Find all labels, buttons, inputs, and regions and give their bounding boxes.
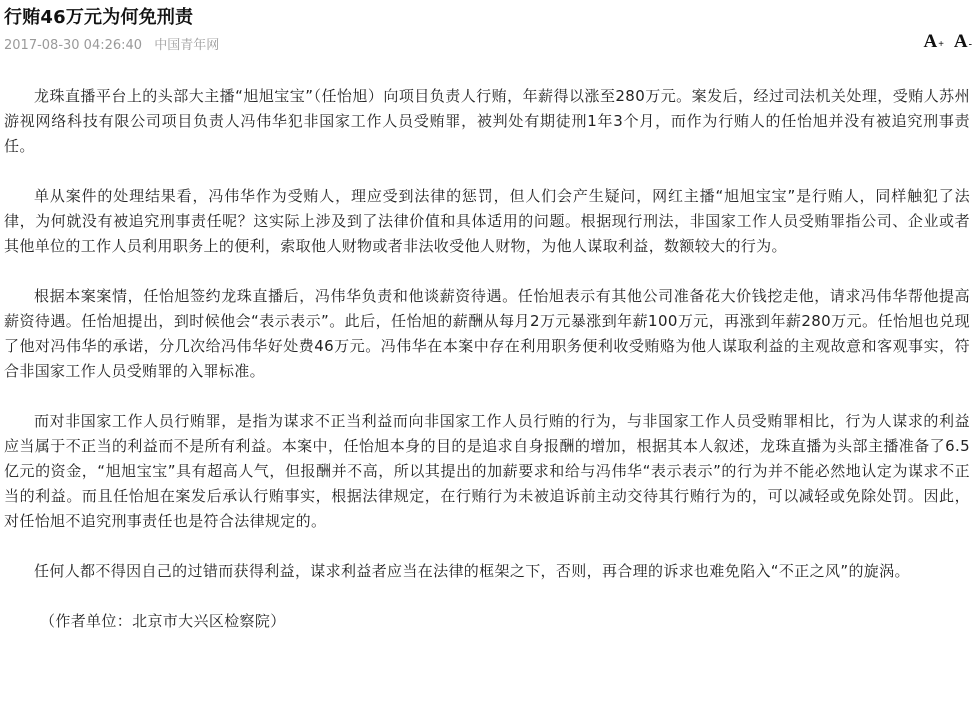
minus-icon: - bbox=[968, 39, 972, 50]
font-decrease-button[interactable] bbox=[954, 32, 972, 55]
article-meta bbox=[4, 37, 976, 55]
article-paragraph: 根据本案案情，任怡旭签约龙珠直播后，冯伟华负责和他谈薪资待遇。任怡旭表示有其他公司准备花大价钱挖走他，请求冯伟华帮他提高薪资待遇。任怡旭提出，到时候他会“表示表示”。此后，任怡旭的薪酬从每月2万元暴涨到年薪100万元，再涨到年薪280万元。任怡旭也兑现了他对冯伟华的承诺，分几次给冯伟华好处费46万元。冯伟华在本案中存在利用职务便利收受贿赂为他人谋取利益的主观故意和客观事实，符合非国家工作人员受贿罪的入罪标准。 bbox=[4, 287, 970, 380]
font-increase-button[interactable] bbox=[923, 32, 943, 55]
font-size-controls bbox=[923, 32, 972, 55]
news-source: 中国青年网 bbox=[154, 38, 220, 53]
article-body bbox=[4, 84, 970, 659]
article-paragraph: 单从案件的处理结果看，冯伟华作为受贿人，理应受到法律的惩罚，但人们会产生疑问，网红主播“旭旭宝宝”是行贿人，同样触犯了法律，为何就没有被追究刑事责任呢？这实际上涉及到了法律价值和具体适用的问题。根据现行刑法，非国家工作人员受贿罪指公司、企业或者其他单位的工作人员利用职务上的便利，索取他人财物或者非法收受他人财物，为他人谋取利益，数额较大的行为。 bbox=[4, 187, 970, 255]
font-increase-label: A bbox=[923, 31, 938, 52]
article-header bbox=[4, 6, 976, 55]
author-affiliation: （作者单位：北京市大兴区检察院） bbox=[40, 612, 286, 630]
article-paragraph: 任何人都不得因自己的过错而获得利益，谋求利益者应当在法律的框架之下，否则，再合理的诉求也难免陷入“不正之风”的旋涡。 bbox=[34, 562, 910, 580]
article-paragraph: 而对非国家工作人员行贿罪，是指为谋求不正当利益而向非国家工作人员行贿的行为，与非国家工作人员受贿罪相比，行为人谋求的利益应当属于不正当的利益而不是所有利益。本案中，任怡旭本身的目的是追求自身报酬的增加，根据其本人叙述，龙珠直播为头部主播准备了6.5亿元的资金，“旭旭宝宝”具有超高人气，但报酬并不高，所以其提出的加薪要求和给与冯伟华“表示表示”的行为并不能必然地认定为谋求不正当的利益。而且任怡旭在案发后承认行贿事实，根据法律规定，在行贿行为未被追诉前主动交待其行贿行为的，可以减轻或免除处罚。因此，对任怡旭不追究刑事责任也是符合法律规定的。 bbox=[4, 412, 970, 530]
article-paragraph: 龙珠直播平台上的头部大主播“旭旭宝宝”（任怡旭）向项目负责人行贿，年薪得以涨至280万元。案发后，经过司法机关处理，受贿人苏州游视网络科技有限公司项目负责人冯伟华犯非国家工作人员受贿罪，被判处有期徒刑1年3个月，而作为行贿人的任怡旭并没有被追究刑事责任。 bbox=[4, 87, 970, 155]
font-decrease-label: A bbox=[953, 31, 968, 52]
article-title: 行贿46万元为何免刑责 bbox=[4, 7, 194, 28]
plus-icon: + bbox=[938, 39, 944, 50]
publish-date: 2017-08-30 04:26:40 bbox=[4, 38, 143, 53]
